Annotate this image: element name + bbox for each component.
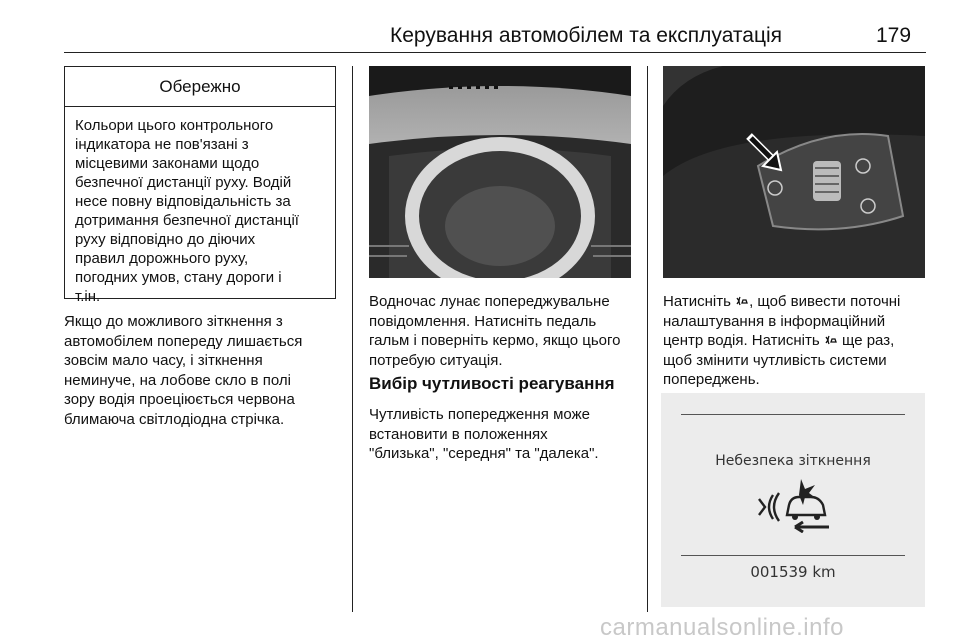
caution-title: Обережно [65, 67, 335, 107]
page-number: 179 [876, 24, 912, 47]
column-divider-right [647, 66, 648, 612]
display-title: Небезпека зіткнення [715, 453, 871, 469]
collision-warning-paragraph: Якщо до можливого зіткнення з автомобілем попереду лишається зовсім мало часу, і зіткнення неминуче, на лобове скло в полі зору водія проеціюється червона блимаюча світлодіодна стрічка. [64, 313, 303, 428]
page-title: Керування автомобілем та експлуатація [390, 24, 783, 47]
instruction-line-3b: ще раз, [837, 332, 895, 349]
steering-wheel-illustration [663, 66, 925, 278]
instruction-line-3a: центр водія. Натисніть [663, 332, 824, 349]
collision-alert-icon [753, 477, 843, 533]
odometer-reading: 001539 km [750, 563, 836, 581]
sensitivity-heading: Вибір чутливості реагування [369, 374, 615, 393]
sensitivity-paragraph: Чутливість попередження може встановити в положеннях "близька", "середня" та "далека". [369, 406, 599, 462]
instruction-line-4: щоб змінити чутливість системи [663, 351, 887, 369]
instruction-line-1a: Натисніть [663, 293, 736, 310]
instruction-line-5: попереджень. [663, 371, 760, 388]
collision-alert-icon [824, 333, 838, 347]
caution-box [64, 66, 336, 305]
instruction-line-1b: , щоб вивести поточні [749, 293, 901, 310]
header-divider [64, 52, 926, 53]
warning-message-paragraph: Водночас лунає попереджувальне повідомлення. Натисніть педаль гальм і поверніть кермо, якщо цього потребую ситуація. [369, 293, 621, 369]
caution-body: Кольори цього контрольного індикатора не пов'язані з місцевими законами щодо безпечної дистанції руху. Водій несе повну відповідальність за дотримання безпечної дистанції руху відповідно до діючих правил дорожнього руху, погодних умов, стану дороги і т.ін. [75, 117, 299, 305]
collision-alert-icon [735, 294, 749, 308]
column-divider-left [352, 66, 353, 612]
instruction-line-2: налаштування в інформаційний [663, 312, 886, 330]
watermark: carmanualsonline.info [600, 614, 844, 641]
display-bottom-line [681, 555, 905, 556]
windshield-illustration [369, 66, 631, 278]
steering-wheel-drawing [663, 66, 925, 278]
display-top-line [681, 414, 905, 415]
driver-info-display [661, 393, 925, 607]
dashboard-drawing [369, 66, 631, 278]
press-button-paragraph [663, 292, 938, 390]
